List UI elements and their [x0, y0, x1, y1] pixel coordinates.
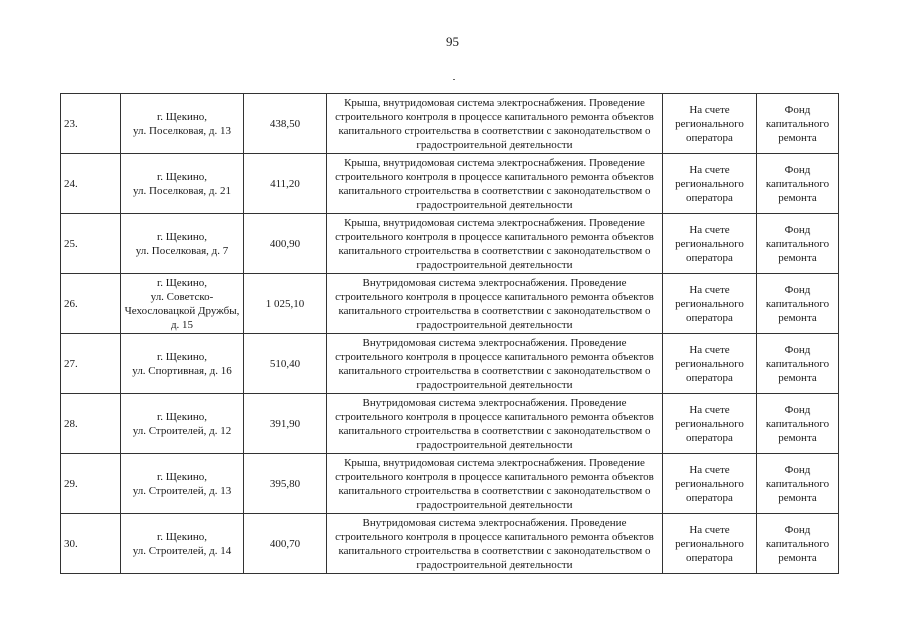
table-row — [61, 334, 839, 394]
funding-source-cell: Фонд капитального ремонта — [757, 334, 839, 394]
address-street: ул. Советско-Чехословацкой Дружбы, д. 15 — [124, 290, 240, 331]
table-row — [61, 454, 839, 514]
work-type-cell: Внутридомовая система электроснабжения. Проведение строительного контроля в процессе капитального ремонта объектов капитального строительства в соответствии с законодательством о градостроительной деятельности — [327, 514, 663, 574]
address-cell — [121, 334, 244, 394]
row-number: 23. — [61, 94, 121, 154]
address-city: г. Щекино, — [156, 530, 208, 543]
address-city: г. Щекино, — [156, 410, 208, 423]
address-city: г. Щекино, — [156, 470, 208, 483]
table-row — [61, 214, 839, 274]
row-number: 25. — [61, 214, 121, 274]
row-number: 24. — [61, 154, 121, 214]
work-type-cell: Крыша, внутридомовая система электроснабжения. Проведение строительного контроля в процессе капитального ремонта объектов капитального строительства в соответствии с законодательством о градостроительной деятельности — [327, 454, 663, 514]
work-type-cell: Внутридомовая система электроснабжения. Проведение строительного контроля в процессе капитального ремонта объектов капитального строительства в соответствии с законодательством о градостроительной деятельности — [327, 334, 663, 394]
row-number: 28. — [61, 394, 121, 454]
address-cell — [121, 214, 244, 274]
address-cell — [121, 394, 244, 454]
address-city: г. Щекино, — [156, 276, 208, 289]
scan-speck — [453, 79, 455, 80]
row-number: 27. — [61, 334, 121, 394]
area-cell: 400,90 — [244, 214, 327, 274]
funding-source-cell: Фонд капитального ремонта — [757, 94, 839, 154]
area-cell: 400,70 — [244, 514, 327, 574]
address-cell — [121, 154, 244, 214]
address-street: ул. Поселковая, д. 13 — [133, 124, 231, 137]
work-type-cell: Крыша, внутридомовая система электроснабжения. Проведение строительного контроля в процессе капитального ремонта объектов капитального строительства в соответствии с законодательством о градостроительной деятельности — [327, 94, 663, 154]
address-city: г. Щекино, — [156, 170, 208, 183]
account-cell: На счете регионального оператора — [663, 214, 757, 274]
funding-source-cell: Фонд капитального ремонта — [757, 514, 839, 574]
account-cell: На счете регионального оператора — [663, 334, 757, 394]
address-street: ул. Строителей, д. 12 — [132, 424, 232, 437]
area-cell: 395,80 — [244, 454, 327, 514]
address-city: г. Щекино, — [156, 350, 208, 363]
address-street: ул. Строителей, д. 14 — [132, 544, 232, 557]
address-cell — [121, 514, 244, 574]
account-cell: На счете регионального оператора — [663, 154, 757, 214]
address-street: ул. Строителей, д. 13 — [132, 484, 232, 497]
address-cell — [121, 274, 244, 334]
table-row — [61, 94, 839, 154]
work-type-cell: Внутридомовая система электроснабжения. Проведение строительного контроля в процессе капитального ремонта объектов капитального строительства в соответствии с законодательством о градостроительной деятельности — [327, 394, 663, 454]
address-street: ул. Спортивная, д. 16 — [132, 364, 232, 377]
area-cell: 438,50 — [244, 94, 327, 154]
account-cell: На счете регионального оператора — [663, 454, 757, 514]
table-row — [61, 154, 839, 214]
table-row — [61, 274, 839, 334]
repair-program-table — [60, 93, 839, 574]
table-row — [61, 514, 839, 574]
area-cell: 510,40 — [244, 334, 327, 394]
row-number: 26. — [61, 274, 121, 334]
account-cell: На счете регионального оператора — [663, 274, 757, 334]
area-cell: 411,20 — [244, 154, 327, 214]
row-number: 30. — [61, 514, 121, 574]
account-cell: На счете регионального оператора — [663, 514, 757, 574]
area-cell: 391,90 — [244, 394, 327, 454]
address-cell — [121, 94, 244, 154]
funding-source-cell: Фонд капитального ремонта — [757, 154, 839, 214]
address-city: г. Щекино, — [156, 230, 208, 243]
row-number: 29. — [61, 454, 121, 514]
account-cell: На счете регионального оператора — [663, 94, 757, 154]
work-type-cell: Внутридомовая система электроснабжения. Проведение строительного контроля в процессе капитального ремонта объектов капитального строительства в соответствии с законодательством о градостроительной деятельности — [327, 274, 663, 334]
table-row — [61, 394, 839, 454]
funding-source-cell: Фонд капитального ремонта — [757, 394, 839, 454]
address-street: ул. Поселковая, д. 21 — [133, 184, 231, 197]
address-street: ул. Поселковая, д. 7 — [135, 244, 229, 257]
address-city: г. Щекино, — [156, 110, 208, 123]
area-cell: 1 025,10 — [244, 274, 327, 334]
address-cell — [121, 454, 244, 514]
funding-source-cell: Фонд капитального ремонта — [757, 454, 839, 514]
page-number: 95 — [446, 34, 459, 49]
work-type-cell: Крыша, внутридомовая система электроснабжения. Проведение строительного контроля в процессе капитального ремонта объектов капитального строительства в соответствии с законодательством о градостроительной деятельности — [327, 154, 663, 214]
funding-source-cell: Фонд капитального ремонта — [757, 274, 839, 334]
account-cell: На счете регионального оператора — [663, 394, 757, 454]
work-type-cell: Крыша, внутридомовая система электроснабжения. Проведение строительного контроля в процессе капитального ремонта объектов капитального строительства в соответствии с законодательством о градостроительной деятельности — [327, 214, 663, 274]
funding-source-cell: Фонд капитального ремонта — [757, 214, 839, 274]
